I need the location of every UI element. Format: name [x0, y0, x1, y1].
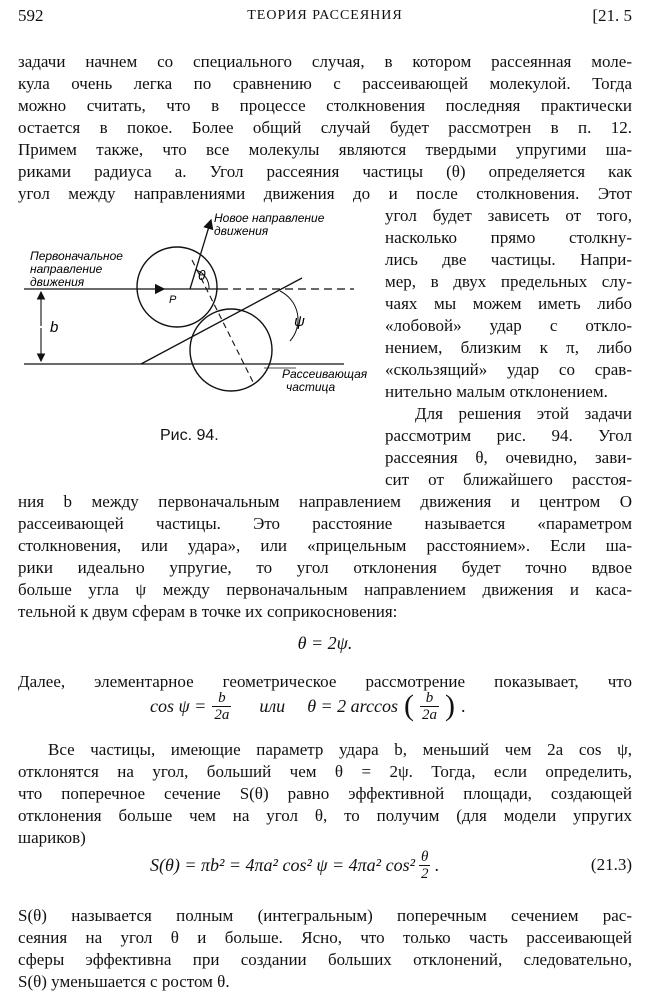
- label-scattering-particle: Рассеивающая: [282, 367, 368, 381]
- text-line: рассеивающей частицы. Это расстояние называется «параметром: [18, 514, 632, 533]
- text-line: нением, близким к π, либо: [385, 338, 632, 357]
- text-line: Примем также, что все молекулы являются твердыми упругими ша-: [18, 140, 632, 159]
- text-line: рики идеально упругие, то угол отклонения будет точно вдвое: [18, 558, 632, 577]
- text-line: S(θ) уменьшается с ростом θ.: [18, 972, 230, 991]
- label-p: P: [169, 294, 177, 306]
- label-initial-direction: направление: [30, 262, 103, 276]
- label-scattering-particle: частица: [286, 380, 336, 394]
- equation-cos-psi: cos ψ = $\frac{b}{2a}$ или θ = 2 arccos ( $\frac{b}{2a}$ ) .: [150, 689, 466, 723]
- text-line: мер, в двух предельных слу-: [385, 272, 632, 291]
- text-line: что поперечное сечение S(θ) равно эффективной площади, создающей: [18, 784, 632, 803]
- eq2-right: θ = 2 arccos: [307, 695, 398, 716]
- eq2-den: 2a: [214, 706, 230, 723]
- eq2-ili: или: [259, 695, 286, 716]
- scattering-sphere: [190, 309, 272, 391]
- scattered-sphere: [137, 247, 217, 327]
- eq2-fraction: [212, 690, 231, 723]
- text-line: Для решения этой задачи: [415, 404, 632, 423]
- label-psi: ψ: [294, 313, 305, 330]
- text-line: нительно малым отклонением.: [385, 382, 608, 401]
- eq2-left: cos ψ =: [150, 695, 207, 716]
- equation-number: (21.3): [590, 855, 632, 874]
- text-line: ния b между первоначальным направлением движения и центром O: [18, 492, 632, 511]
- label-theta: θ: [198, 267, 206, 283]
- text-line: угол между направлениями движения до и после столкновения. Этот: [18, 184, 632, 203]
- text-line: сит от ближайшего расстоя-: [385, 470, 632, 489]
- text-line: Все частицы, имеющие параметр удара b, меньший чем 2a cos ψ,: [48, 740, 632, 759]
- text-line: чаях мы можем иметь либо: [385, 294, 632, 313]
- tangent-line: [141, 278, 302, 364]
- text-line: отклонятся на угол, больший чем θ = 2ψ. Тогда, если определить,: [18, 762, 632, 781]
- equation-theta-2psi: θ = 2ψ.: [297, 633, 353, 653]
- eq2-den-2: 2a: [422, 706, 437, 723]
- eq3-end: .: [434, 854, 439, 875]
- label-initial-direction: Первоначальное: [30, 249, 123, 263]
- text-line: столкновения, или удара», или «прицельным расстоянием». Если ша-: [18, 536, 632, 555]
- eq3-text: S(θ) = πb² = 4πa² cos² ψ = 4πa² cos²: [150, 854, 415, 875]
- text-line: «лобовой» удар с откло-: [385, 316, 632, 335]
- text-line: кула очень легка по сравнению с рассеивающей молекулой. Тогда: [18, 74, 632, 93]
- text-line: задачи начнем со специального случая, в котором рассеянная моле-: [18, 52, 632, 71]
- text-line: лись две частицы. Напри-: [385, 250, 632, 269]
- text-line: остается в покое. Более общий случай будет рассмотрен в п. 12.: [18, 118, 632, 137]
- eq3-fraction: [419, 849, 431, 882]
- text-line: тельной к двум сферам в точке их соприкосновения:: [18, 602, 398, 621]
- text-line: S(θ) называется полным (интегральным) поперечным сечением рас-: [18, 906, 632, 925]
- text-line: рассмотрим рис. 94. Угол: [385, 426, 632, 445]
- section-number: [21. 5: [592, 6, 632, 25]
- figure-94: [14, 200, 384, 450]
- eq2-fraction-2: [420, 690, 439, 723]
- eq2-num: b: [212, 690, 231, 707]
- text-line: угол будет зависеть от того,: [385, 206, 632, 225]
- text-line: риками радиуса a. Угол рассеяния частицы (θ) определяется как: [18, 162, 632, 181]
- label-new-direction: Новое направление: [214, 211, 325, 225]
- text-line: сферы эффективна при создании больших отклонений, следовательно,: [18, 950, 632, 969]
- text-line: больше угла ψ между первоначальным направлением движения и каса-: [18, 580, 632, 599]
- eq3-den: 2: [420, 865, 429, 882]
- equation-cross-section: [150, 844, 530, 886]
- eq2-num-2: b: [420, 690, 439, 707]
- figure-caption: Рис. 94.: [160, 427, 219, 444]
- text-line: шариков): [18, 828, 86, 847]
- label-initial-direction: движения: [30, 275, 85, 289]
- text-line: насколько прямо столкну-: [385, 228, 632, 247]
- eq2-end: .: [461, 695, 466, 716]
- text-line: «скользящий» удар со срав-: [385, 360, 632, 379]
- page-number: 592: [18, 6, 44, 25]
- text-line: можно считать, что в процессе столкновения последняя практически: [18, 96, 632, 115]
- label-new-direction: движения: [214, 224, 269, 238]
- eq3-num: θ: [419, 849, 431, 866]
- text-line: сеяния на угол θ и больше. Ясно, что только часть рассеивающей: [18, 928, 632, 947]
- text-line: рассеяния θ, очевидно, зави-: [385, 448, 632, 467]
- running-title: ТЕОРИЯ РАССЕЯНИЯ: [247, 8, 403, 23]
- text-line: отклонения больше чем на угол θ, то получим (для модели упругих: [18, 806, 632, 825]
- text-line: Далее, элементарное геометрическое рассмотрение показывает, что: [18, 672, 632, 691]
- label-b: b: [50, 319, 59, 336]
